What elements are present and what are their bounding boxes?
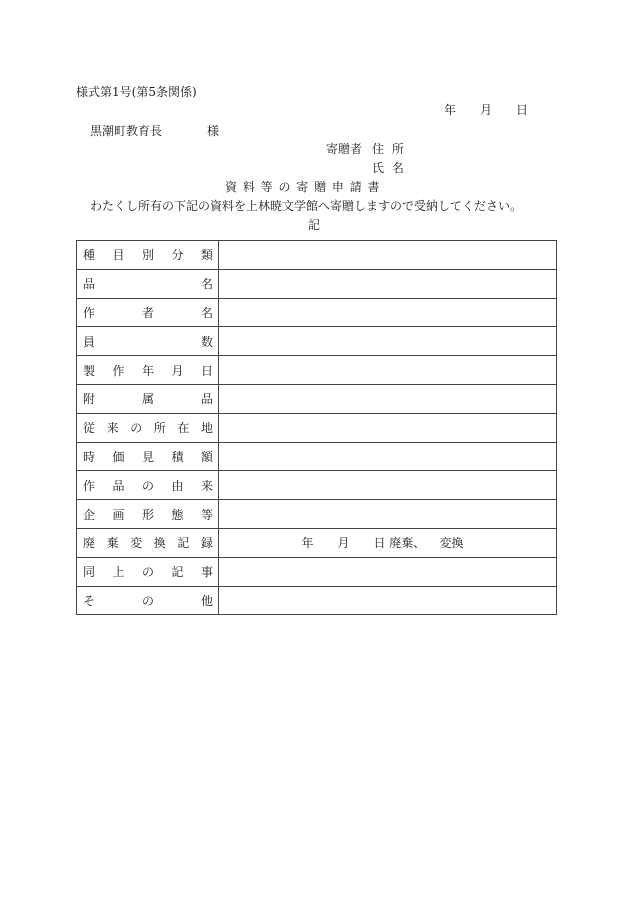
table-row [77,413,557,442]
table-row [77,327,557,356]
label-char: 作 [83,478,96,493]
name-label: 氏 名 [372,161,404,175]
label-char: 記 [177,536,190,551]
table-row [77,269,557,298]
row-label [77,413,219,442]
label-char: 月 [171,363,184,378]
label-char: 換 [153,536,166,551]
table-row [77,557,557,586]
row-label-text [77,592,218,609]
label-char: 上 [112,565,125,580]
table-row [77,241,557,270]
label-char: 数 [200,334,213,349]
donation-table [76,240,557,615]
row-label-text [77,362,218,379]
row-label-text [77,246,218,263]
address-label: 住 所 [372,142,404,156]
label-char: 種 [83,248,96,263]
label-char: 品 [83,277,96,292]
row-label-text [77,448,218,465]
label-char: 員 [83,334,96,349]
label-char: 地 [200,421,213,436]
disposal-entry-part: 変換 [439,536,464,551]
label-char: 年 [141,363,154,378]
label-char: の [141,565,154,580]
label-char: 類 [200,248,213,263]
label-char: 額 [200,449,213,464]
row-value-field[interactable] [219,298,557,327]
label-char: 別 [141,248,154,263]
label-char: 積 [171,449,184,464]
row-value-field[interactable] [219,327,557,356]
table-row [77,586,557,615]
label-char: 者 [141,305,154,320]
table-row [77,471,557,500]
label-char: 態 [171,507,184,522]
row-value-field[interactable] [219,471,557,500]
label-char: の [141,478,154,493]
row-label [77,586,219,615]
label-char: 名 [200,305,213,320]
label-char: 他 [200,593,213,608]
table-row [77,356,557,385]
row-label-text [77,275,218,292]
row-value-field[interactable] [219,586,557,615]
label-char: 事 [200,565,213,580]
table-row [77,384,557,413]
disposal-entry [219,534,556,551]
label-char: 企 [83,507,96,522]
row-label [77,528,219,557]
row-label [77,356,219,385]
row-label-text [77,534,218,551]
date-month: 月 [480,103,493,117]
date-day: 日 [516,103,529,117]
label-char: 廃 [83,536,96,551]
label-char: 来 [106,421,119,436]
row-value-field[interactable] [219,356,557,385]
row-label-text [77,304,218,321]
addressee: 黒潮町教育長 [90,124,163,138]
label-char: の [141,593,154,608]
row-label-text [77,506,218,523]
label-char: 同 [83,565,96,580]
label-char: 棄 [106,536,119,551]
date-year: 年 [444,103,457,117]
row-label [77,241,219,270]
label-char: 由 [171,478,184,493]
disposal-entry-part: 年 [301,536,314,551]
label-char: 製 [83,363,96,378]
label-char: 目 [112,248,125,263]
label-char: 分 [171,248,184,263]
donor-label: 寄贈者 [326,142,363,156]
row-value-field[interactable] [219,269,557,298]
disposal-entry-part: 日 廃棄、 [373,536,426,551]
label-char: 変 [130,536,143,551]
label-char: 等 [200,507,213,522]
form-number: 様式第1号(第5条関係) [76,85,197,99]
honorific: 様 [207,124,220,138]
label-char: 所 [153,421,166,436]
table-row [77,500,557,529]
disposal-entry-part: 月 [337,536,350,551]
label-char: 在 [177,421,190,436]
row-value-field[interactable] [219,528,557,557]
row-label [77,327,219,356]
table-row [77,442,557,471]
row-label [77,384,219,413]
row-value-field[interactable] [219,241,557,270]
row-value-field[interactable] [219,384,557,413]
label-char: 見 [141,449,154,464]
row-value-field[interactable] [219,442,557,471]
row-label [77,298,219,327]
label-char: 価 [112,449,125,464]
row-label [77,471,219,500]
row-label [77,557,219,586]
document-title: 資 料 等 の 寄 贈 申 請 書 [225,180,380,194]
label-char: 形 [141,507,154,522]
label-char: の [130,421,143,436]
row-label-text [77,333,218,350]
row-label-text [77,563,218,580]
row-label [77,442,219,471]
date-line [444,103,529,117]
label-char: 品 [112,478,125,493]
label-char: 品 [200,392,213,407]
row-label [77,269,219,298]
row-label-text [77,390,218,407]
label-char: そ [83,593,96,608]
label-char: 作 [83,305,96,320]
row-label-text [77,477,218,494]
label-char: 時 [83,449,96,464]
row-value-field[interactable] [219,413,557,442]
label-char: 従 [83,421,96,436]
row-value-field[interactable] [219,500,557,529]
body-text: わたくし所有の下記の資料を上林暁文学館へ寄贈しますので受納してください。 [90,199,523,213]
label-char: 画 [112,507,125,522]
table-row [77,528,557,557]
label-char: 録 [200,536,213,551]
label-char: 属 [141,392,154,407]
label-char: 日 [200,363,213,378]
table-row [77,298,557,327]
label-char: 記 [171,565,184,580]
label-char: 附 [83,392,96,407]
row-label [77,500,219,529]
row-label-text [77,419,218,436]
label-char: 作 [112,363,125,378]
label-char: 来 [200,478,213,493]
row-value-field[interactable] [219,557,557,586]
record-mark: 記 [308,218,321,232]
label-char: 名 [200,277,213,292]
